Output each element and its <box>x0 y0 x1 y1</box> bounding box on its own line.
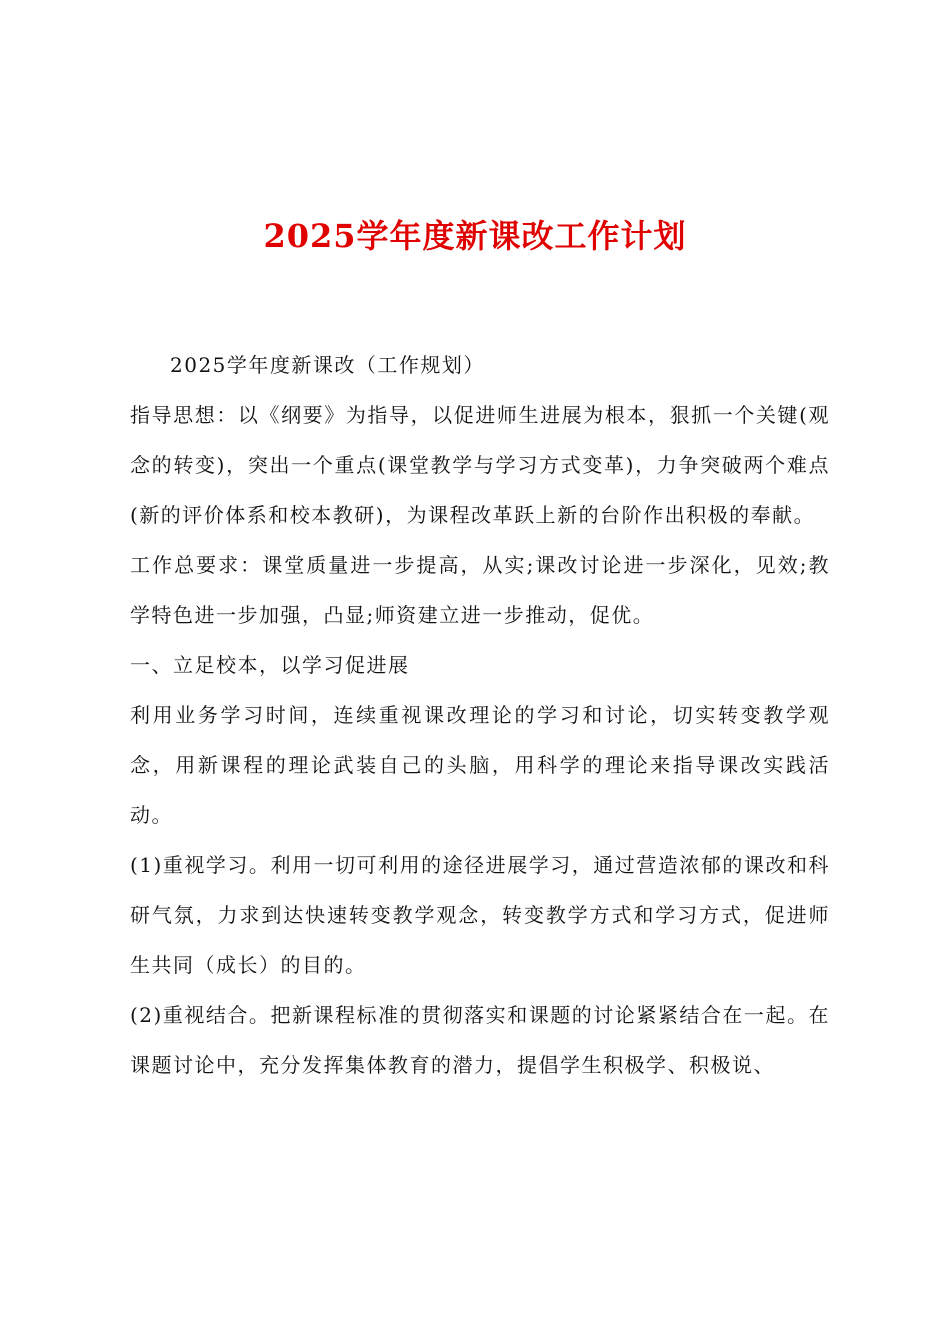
general-requirements-paragraph: 工作总要求：课堂质量进一步提高，从实;课改讨论进一步深化，见效;教学特色进一步加强，凸显;师资建立进一步推动，促优。 <box>130 553 830 627</box>
section-heading-one: 一、立足校本，以学习促进展 <box>130 653 410 677</box>
subtitle-paragraph: 2025学年度新课改（工作规划） <box>170 353 485 377</box>
body-paragraph: 利用业务学习时间，连续重视课改理论的学习和讨论，切实转变教学观念，用新课程的理论武装自己的头脑，用科学的理论来指导课改实践活动。 <box>130 703 830 827</box>
document-body <box>130 340 830 1090</box>
item-paragraph-1: (1)重视学习。利用一切可利用的途径进展学习，通过营造浓郁的课改和科研气氛，力求到达快速转变教学观念，转变教学方式和学习方式，促进师生共同（成长）的目的。 <box>130 853 830 977</box>
document-title: 2025学年度新课改工作计划 <box>263 217 687 255</box>
guiding-ideology-paragraph: 指导思想：以《纲要》为指导，以促进师生进展为根本，狠抓一个关键(观念的转变)，突出一个重点(课堂教学与学习方式变革)，力争突破两个难点(新的评价体系和校本教研)，为课程改革跃上新的台阶作出积极的奉献。 <box>130 403 830 527</box>
item-paragraph-2: (2)重视结合。把新课程标准的贯彻落实和课题的讨论紧紧结合在一起。在课题讨论中，充分发挥集体教育的潜力，提倡学生积极学、积极说、 <box>130 1003 830 1077</box>
